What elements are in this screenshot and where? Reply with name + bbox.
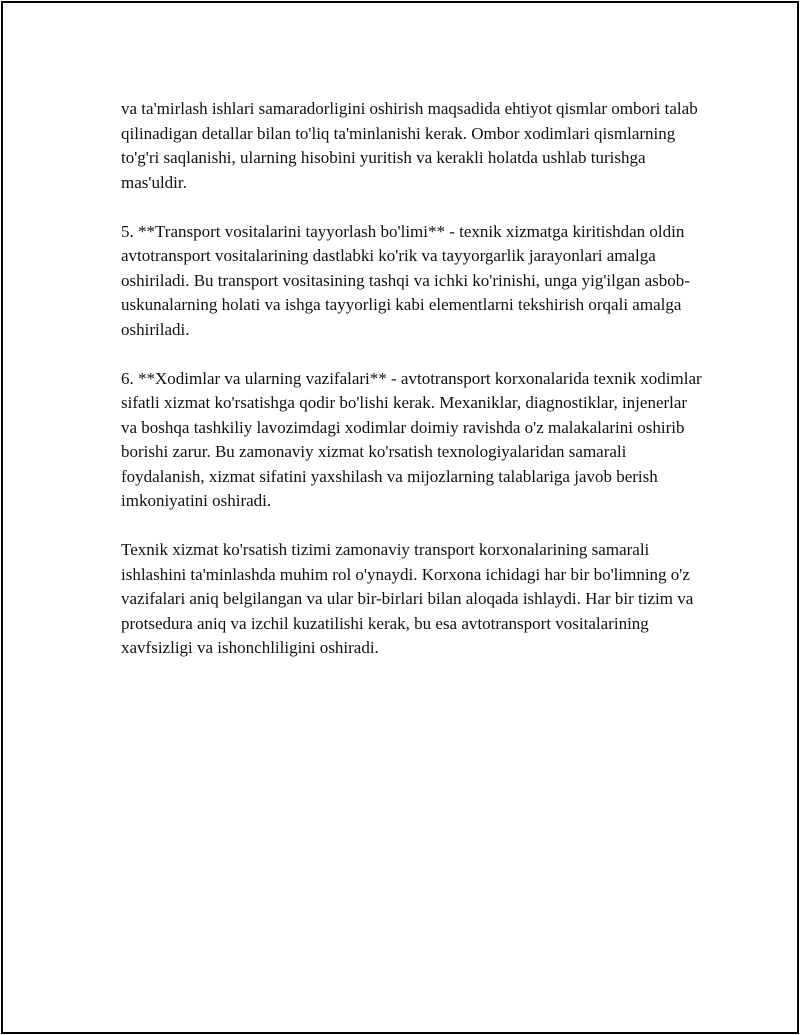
paragraph-conclusion: Texnik xizmat ko'rsatish tizimi zamonaviy transport korxonalarining samarali ishlashini ta'minlashda muhim rol o'ynaydi. Korxona ichidagi har bir bo'limning o'z vazifalari aniq belgilangan va ular bir-birlari bilan aloqada ishlaydi. Har bir tizim va protsedura aniq va izchil kuzatilishi kerak, bu esa avtotransport vositalarining xavfsizligi va ishonchliligini oshiradi.	[121, 540, 694, 657]
page-body	[121, 97, 706, 685]
page-frame	[1, 1, 799, 1034]
paragraph-vehicle-preparation: 5. **Transport vositalarini tayyorlash bo'limi** - texnik xizmatga kiritishdan oldin avtotransport vositalarining dastlabki ko'rik va tayyorgarlik jarayonlari amalga oshiriladi. Bu transport vositasining tashqi va ichki ko'rinishi, unga yig'ilgan asbob-uskunalarning holati va ishga tayyorligi kabi elementlarni tekshirish orqali amalga oshiriladi.	[121, 221, 690, 339]
paragraph-staff-duties: 6. **Xodimlar va ularning vazifalari** - avtotransport korxonalarida texnik xodimlar sifatli xizmat ko'rsatishga qodir bo'lishi kerak. Mexaniklar, diagnostiklar, injenerlar va boshqa tashkiliy lavozimdagi xodimlar doimiy ravishda o'z malakalarini oshirib borishi zarur. Bu zamonaviy xizmat ko'rsatish texnologiyalaridan samarali foydalanish, xizmat sifatini yaxshilash va mijozlarning talablariga javob berish imkoniyatini oshiradi.	[121, 368, 702, 510]
paragraph-spare-parts-store: va ta'mirlash ishlari samaradorligini oshirish maqsadida ehtiyot qismlar ombori talab qilinadigan detallar bilan to'liq ta'minlanishi kerak. Ombor xodimlari qismlarning to'g'ri saqlanishi, ularning hisobini yuritish va kerakli holatda ushlab turishga mas'uldir.	[121, 99, 698, 192]
